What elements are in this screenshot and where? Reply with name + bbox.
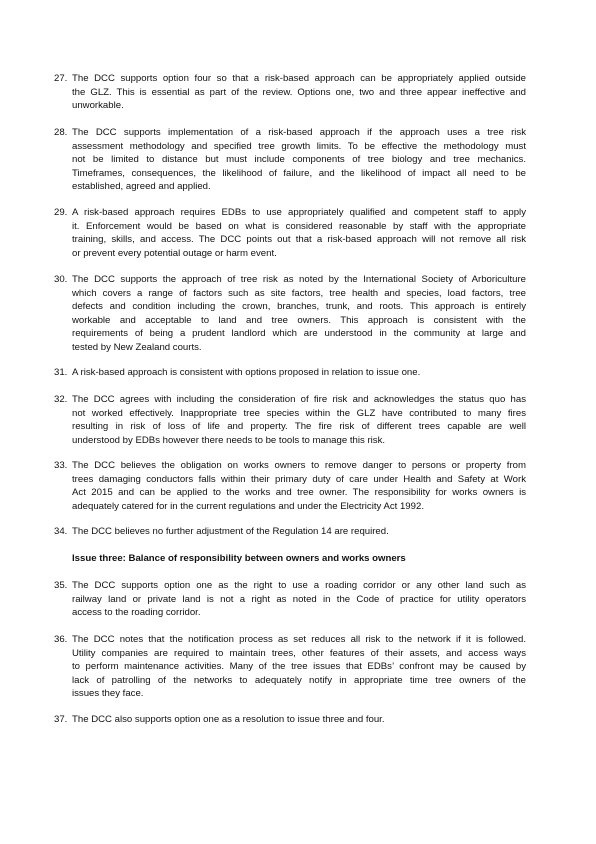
paragraph-line: railway land or private land is not a right as noted in the Code of practice for utility operators	[72, 593, 526, 605]
paragraph-line: established, agreed and applied.	[72, 181, 211, 193]
paragraph-line: The DCC believes no further adjustment of the Regulation 14 are required.	[72, 526, 389, 537]
paragraph-34	[54, 525, 526, 539]
paragraph-number: 27.	[54, 73, 68, 84]
paragraph-line: not worked effectively. Inappropriate tree species within the GLZ have contributed to many fires	[72, 407, 526, 419]
paragraph-line: understood by EDBs however there needs to be tools to manage this risk.	[72, 434, 386, 446]
paragraph-line: defects and condition including the crown, branches, trunk, and roots. This approach is entirely	[72, 301, 526, 313]
paragraph-line: to perform maintenance activities. Many of the tree issues that EDBs’ confront may be caused by	[72, 661, 526, 673]
paragraph-line: which covers a range of factors such as site factors, tree health and species, load factors, tree	[72, 287, 526, 299]
paragraph-line: unworkable.	[72, 100, 124, 112]
paragraph-number: 37.	[54, 714, 68, 725]
paragraph-line: The DCC supports implementation of a risk-based approach if the approach uses a tree risk	[72, 127, 526, 138]
paragraph-35	[54, 579, 526, 620]
paragraph-30	[54, 273, 526, 354]
paragraph-line: The DCC supports option one as the right to use a roading corridor or any other land such as	[72, 580, 526, 591]
paragraph-36	[54, 633, 526, 701]
paragraph-line: tested by New Zealand courts.	[72, 341, 202, 353]
paragraph-number: 33.	[54, 460, 68, 471]
paragraph-line: training, skills, and access. The DCC points out that a risk-based approach will not remove all risk	[72, 234, 526, 246]
paragraph-number: 32.	[54, 394, 68, 405]
paragraph-number: 29.	[54, 207, 68, 218]
paragraph-line: Timeframes, consequences, the likelihood of failure, and the likelihood of impact all need to be	[72, 167, 526, 179]
paragraph-line: requirements of being a prudent landlord which are understood in the community at large and	[72, 328, 526, 340]
paragraph-33	[54, 459, 526, 513]
paragraph-line: adequately catered for in the current regulations and under the Electricity Act 1992.	[72, 500, 424, 512]
paragraph-37	[54, 713, 526, 727]
paragraph-line: the GLZ. This is essential as part of the review. Options one, two and three appear ineffective and	[72, 86, 526, 98]
paragraph-line: assessment methodology and specified tree growth limits. To be effective the methodology must	[72, 140, 526, 152]
paragraph-line: The DCC supports option four so that a risk-based approach can be appropriately applied outside	[72, 73, 526, 84]
paragraph-line: A risk-based approach is consistent with options proposed in relation to issue one.	[72, 367, 421, 378]
paragraph-number: 34.	[54, 526, 68, 537]
paragraph-line: issues they face.	[72, 688, 144, 700]
paragraph-27	[54, 72, 526, 113]
paragraph-number: 31.	[54, 367, 68, 378]
paragraph-line: The DCC also supports option one as a resolution to issue three and four.	[72, 714, 385, 725]
paragraph-29	[54, 206, 526, 260]
paragraph-28	[54, 126, 526, 194]
paragraph-line: A risk-based approach requires EDBs to use appropriately qualified and competent staff to apply	[72, 207, 526, 218]
paragraph-line: The DCC supports the approach of tree risk as noted by the International Society of Arboriculture	[72, 274, 526, 285]
paragraph-number: 35.	[54, 580, 68, 591]
paragraph-line: it. Enforcement would be based on what is considered reasonable by staff with the appropriate	[72, 220, 526, 232]
paragraph-line: or prevent every potential outage or harm event.	[72, 247, 277, 259]
paragraph-line: The DCC agrees with including the consideration of fire risk and acknowledges the status quo has	[72, 394, 526, 405]
paragraph-line: Utility companies are required to maintain trees, other features of their assets, and access ways	[72, 647, 526, 659]
paragraph-line: workable and acceptable to land and tree owners. This approach is consistent with the	[72, 314, 526, 326]
paragraph-number: 28.	[54, 127, 68, 138]
paragraph-32	[54, 393, 526, 447]
paragraph-line: access to the roading corridor.	[72, 607, 201, 619]
paragraph-number: 30.	[54, 274, 68, 285]
section-heading: Issue three: Balance of responsibility between owners and works owners	[72, 553, 406, 564]
paragraph-31	[54, 366, 526, 380]
paragraph-line: The DCC believes the obligation on works owners to remove danger to persons or property from	[72, 460, 526, 471]
paragraph-number: 36.	[54, 634, 68, 645]
paragraph-line: trees damaging conductors falls within their primary duty of care under Health and Safety at Work	[72, 473, 526, 485]
paragraph-line: resulting in risk of loss of life and property. The fire risk of different trees capable are well	[72, 421, 526, 433]
paragraph-line: lack of patrolling of the networks to adequately notify in appropriate time tree owners of the	[72, 674, 526, 686]
paragraph-line: not be limited to distance but must include components of tree biology and tree mechanics.	[72, 154, 526, 166]
paragraph-line: Act 2015 and can be applied to the works and tree owner. The responsibility for works owners is	[72, 487, 526, 499]
paragraph-line: The DCC notes that the notification process as set reduces all risk to the network if it is followed.	[72, 634, 526, 645]
